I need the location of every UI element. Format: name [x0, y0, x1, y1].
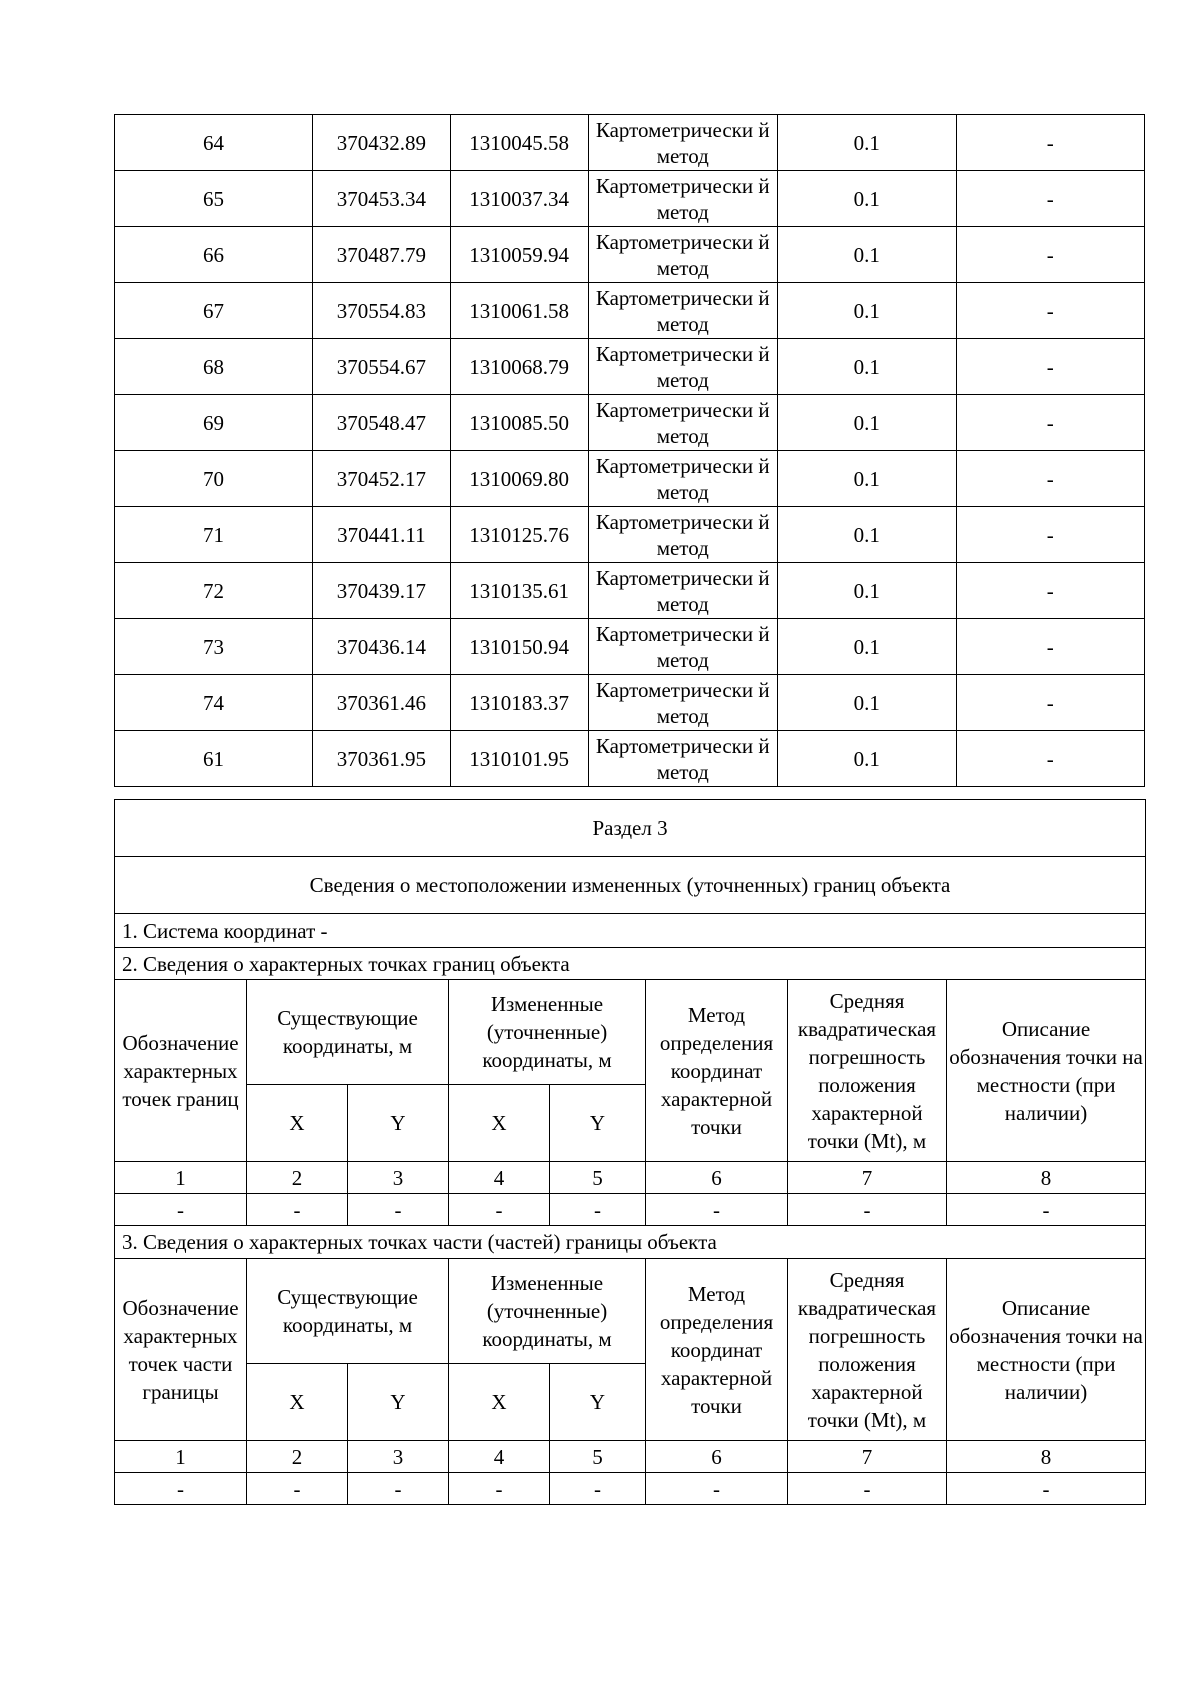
- description: -: [956, 451, 1144, 507]
- method: Картометрически й метод: [588, 563, 777, 619]
- column-number: 4: [449, 1441, 550, 1473]
- column-number: 4: [449, 1162, 550, 1194]
- point-id: 71: [115, 507, 313, 563]
- header-existing: Существующие координаты, м: [247, 980, 449, 1085]
- part2-data-row: [115, 1194, 1146, 1226]
- method: Картометрически й метод: [588, 283, 777, 339]
- coord-y: 1310125.76: [450, 507, 588, 563]
- description: -: [956, 563, 1144, 619]
- table-row: [115, 115, 1145, 171]
- header-method: Метод определения координат характерной точки: [646, 980, 788, 1162]
- coord-y: 1310037.34: [450, 171, 588, 227]
- section3-title: Сведения о местоположении измененных (уточненных) границ объекта: [115, 857, 1146, 914]
- header-designation: Обозначение характерных точек границ: [115, 980, 247, 1162]
- method: Картометрически й метод: [588, 227, 777, 283]
- column-number: 6: [646, 1162, 788, 1194]
- point-id: 72: [115, 563, 313, 619]
- table-cell: -: [449, 1473, 550, 1505]
- table-cell: -: [788, 1473, 947, 1505]
- coord-y: 1310059.94: [450, 227, 588, 283]
- coord-y: 1310150.94: [450, 619, 588, 675]
- section3-heading: Раздел 3: [115, 800, 1146, 857]
- table-cell: -: [115, 1194, 247, 1226]
- header-existing: Существующие координаты, м: [247, 1259, 449, 1364]
- accuracy: 0.1: [777, 227, 956, 283]
- table-row: [115, 507, 1145, 563]
- table-row: [115, 339, 1145, 395]
- table-cell: -: [247, 1194, 348, 1226]
- points-table: [114, 114, 1145, 787]
- coord-x: 370361.46: [313, 675, 451, 731]
- coord-x: 370548.47: [313, 395, 451, 451]
- point-id: 70: [115, 451, 313, 507]
- coord-x: 370441.11: [313, 507, 451, 563]
- coord-x: 370361.95: [313, 731, 451, 787]
- header-changed: Измененные (уточненные) координаты, м: [449, 1259, 646, 1364]
- part3-title-row: [115, 1226, 1146, 1259]
- table-row: [115, 451, 1145, 507]
- point-id: 64: [115, 115, 313, 171]
- point-id: 66: [115, 227, 313, 283]
- header-changed: Измененные (уточненные) координаты, м: [449, 980, 646, 1085]
- method: Картометрически й метод: [588, 675, 777, 731]
- coord-x: 370439.17: [313, 563, 451, 619]
- accuracy: 0.1: [777, 451, 956, 507]
- column-number: 2: [247, 1162, 348, 1194]
- point-id: 74: [115, 675, 313, 731]
- accuracy: 0.1: [777, 507, 956, 563]
- table-cell: -: [646, 1194, 788, 1226]
- header-method: Метод определения координат характерной точки: [646, 1259, 788, 1441]
- method: Картометрически й метод: [588, 507, 777, 563]
- description: -: [956, 339, 1144, 395]
- coord-y: 1310045.58: [450, 115, 588, 171]
- coord-y: 1310101.95: [450, 731, 588, 787]
- point-id: 68: [115, 339, 313, 395]
- point-id: 73: [115, 619, 313, 675]
- description: -: [956, 507, 1144, 563]
- header-y: Y: [550, 1085, 646, 1162]
- point-id: 67: [115, 283, 313, 339]
- table-row: [115, 283, 1145, 339]
- method: Картометрически й метод: [588, 171, 777, 227]
- table-cell: -: [788, 1194, 947, 1226]
- table-row: [115, 675, 1145, 731]
- coord-y: 1310135.61: [450, 563, 588, 619]
- header-x: X: [247, 1085, 348, 1162]
- method: Картометрически й метод: [588, 451, 777, 507]
- coord-y: 1310061.58: [450, 283, 588, 339]
- header-x: X: [449, 1085, 550, 1162]
- column-number: 7: [788, 1441, 947, 1473]
- method: Картометрически й метод: [588, 619, 777, 675]
- header-y: Y: [550, 1364, 646, 1441]
- part3-header-row: [115, 1259, 1146, 1364]
- table-row: [115, 395, 1145, 451]
- part2-title: 2. Сведения о характерных точках границ объекта: [115, 948, 1146, 980]
- points-table-body: [115, 115, 1145, 787]
- section3-table: [114, 799, 1146, 1505]
- column-number: 5: [550, 1441, 646, 1473]
- section3-heading-row: [115, 800, 1146, 857]
- column-number: 7: [788, 1162, 947, 1194]
- section3-title-row: [115, 857, 1146, 914]
- header-accuracy: Средняя квадратическая погрешность положения характерной точки (Mt), м: [788, 1259, 947, 1441]
- description: -: [956, 227, 1144, 283]
- column-number: 8: [947, 1162, 1146, 1194]
- header-description: Описание обозначения точки на местности (при наличии): [947, 980, 1146, 1162]
- table-row: [115, 171, 1145, 227]
- column-number: 1: [115, 1441, 247, 1473]
- coord-y: 1310183.37: [450, 675, 588, 731]
- part2-header-row: [115, 980, 1146, 1085]
- header-y: Y: [348, 1085, 449, 1162]
- header-accuracy: Средняя квадратическая погрешность положения характерной точки (Mt), м: [788, 980, 947, 1162]
- column-number: 5: [550, 1162, 646, 1194]
- header-x: X: [449, 1364, 550, 1441]
- coord-y: 1310069.80: [450, 451, 588, 507]
- table-cell: -: [947, 1194, 1146, 1226]
- table-row: [115, 227, 1145, 283]
- column-number: 1: [115, 1162, 247, 1194]
- part3-title: 3. Сведения о характерных точках части (частей) границы объекта: [115, 1226, 1146, 1259]
- coord-x: 370554.67: [313, 339, 451, 395]
- accuracy: 0.1: [777, 395, 956, 451]
- coord-system: 1. Система координат -: [115, 914, 1146, 948]
- header-y: Y: [348, 1364, 449, 1441]
- description: -: [956, 395, 1144, 451]
- header-x: X: [247, 1364, 348, 1441]
- coord-x: 370452.17: [313, 451, 451, 507]
- table-row: [115, 619, 1145, 675]
- description: -: [956, 731, 1144, 787]
- table-row: [115, 563, 1145, 619]
- coord-x: 370554.83: [313, 283, 451, 339]
- description: -: [956, 619, 1144, 675]
- coord-x: 370436.14: [313, 619, 451, 675]
- accuracy: 0.1: [777, 283, 956, 339]
- method: Картометрически й метод: [588, 339, 777, 395]
- coord-y: 1310085.50: [450, 395, 588, 451]
- table-cell: -: [550, 1194, 646, 1226]
- accuracy: 0.1: [777, 675, 956, 731]
- accuracy: 0.1: [777, 619, 956, 675]
- method: Картометрически й метод: [588, 115, 777, 171]
- part3-number-row: [115, 1441, 1146, 1473]
- description: -: [956, 171, 1144, 227]
- coord-y: 1310068.79: [450, 339, 588, 395]
- table-cell: -: [348, 1473, 449, 1505]
- table-row: [115, 731, 1145, 787]
- table-cell: -: [449, 1194, 550, 1226]
- part2-number-row: [115, 1162, 1146, 1194]
- table-cell: -: [646, 1473, 788, 1505]
- column-number: 3: [348, 1162, 449, 1194]
- column-number: 2: [247, 1441, 348, 1473]
- accuracy: 0.1: [777, 731, 956, 787]
- point-id: 61: [115, 731, 313, 787]
- coord-x: 370453.34: [313, 171, 451, 227]
- table-cell: -: [348, 1194, 449, 1226]
- point-id: 69: [115, 395, 313, 451]
- coord-x: 370432.89: [313, 115, 451, 171]
- accuracy: 0.1: [777, 339, 956, 395]
- table-cell: -: [115, 1473, 247, 1505]
- method: Картометрически й метод: [588, 395, 777, 451]
- method: Картометрически й метод: [588, 731, 777, 787]
- part3-data-row: [115, 1473, 1146, 1505]
- column-number: 6: [646, 1441, 788, 1473]
- table-cell: -: [550, 1473, 646, 1505]
- accuracy: 0.1: [777, 171, 956, 227]
- description: -: [956, 675, 1144, 731]
- accuracy: 0.1: [777, 115, 956, 171]
- part2-title-row: [115, 948, 1146, 980]
- accuracy: 0.1: [777, 563, 956, 619]
- point-id: 65: [115, 171, 313, 227]
- header-description: Описание обозначения точки на местности (при наличии): [947, 1259, 1146, 1441]
- description: -: [956, 283, 1144, 339]
- column-number: 3: [348, 1441, 449, 1473]
- table-cell: -: [947, 1473, 1146, 1505]
- coord-system-row: [115, 914, 1146, 948]
- coord-x: 370487.79: [313, 227, 451, 283]
- table-cell: -: [247, 1473, 348, 1505]
- column-number: 8: [947, 1441, 1146, 1473]
- header-designation-part: Обозначение характерных точек части границы: [115, 1259, 247, 1441]
- description: -: [956, 115, 1144, 171]
